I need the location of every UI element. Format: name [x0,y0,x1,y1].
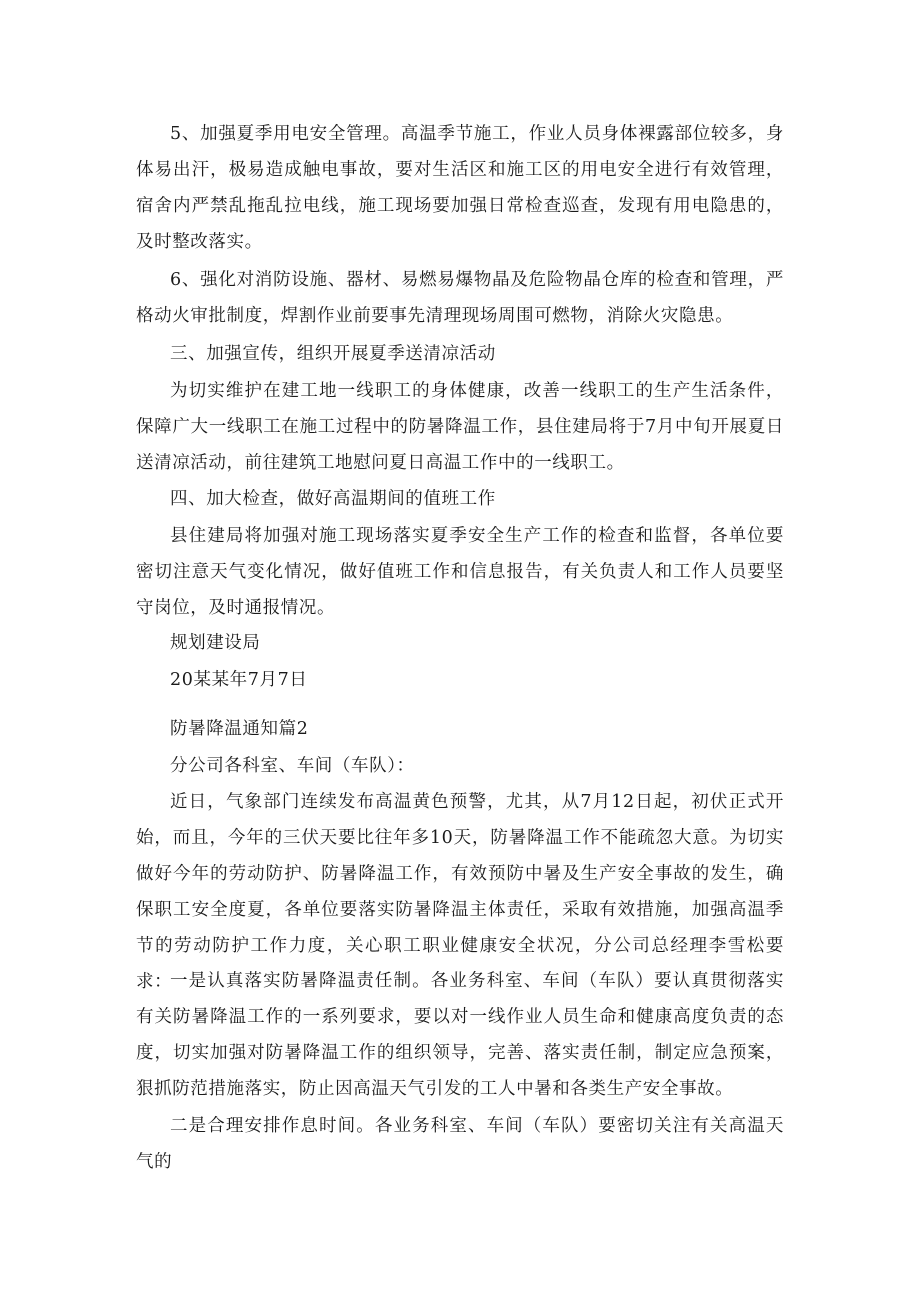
section-heading-publicity: 三、加强宣传，组织开展夏季送清凉活动 [170,344,496,364]
paragraph-fire-safety: 6、强化对消防设施、器材、易燃易爆物晶及危险物晶仓库的检查和管理，严格动火审批制度，焊割作业前要事先清理现场周围可燃物，消除火灾隐患。 [136,270,784,326]
paragraph-duty-work: 县住建局将加强对施工现场落实夏季安全生产工作的检查和监督，各单位要密切注意天气变化情况，做好值班工作和信息报告，有关负责人和工作人员要坚守岗位，及时通报情况。 [136,526,784,618]
paragraph-work-schedule: 二是合理安排作息时间。各业务科室、车间（车队）要密切关注有关高温天气的 [136,1116,784,1172]
section-title: 防暑降温通知篇2 [170,719,309,739]
salutation: 分公司各科室、车间（车队）： [170,756,415,776]
paragraph-heat-warning: 近日，气象部门连续发布高温黄色预警，尤其，从7月12日起，初伏正式开始，而且，今年的三伏天要比往年多10天，防暑降温工作不能疏忽大意。为切实做好今年的劳动防护、防暑降温工作，有效预防中暑及生产安全事故的发生，确保职工安全度夏，各单位要落实防暑降温主体责任，采取有效措施，加强高温季节的劳动防护工作力度，关心职工职业健康安全状况，分公司总经理李雪松要求： [136,792,784,992]
section-heading-inspection: 四、加大检查，做好高温期间的值班工作 [170,489,496,509]
signature-date: 20某某年7月7日 [170,670,308,690]
paragraph-electric-safety: 5、加强夏季用电安全管理。高温季节施工，作业人员身体裸露部位较多，身体易出汗，极易造成触电事故，要对生活区和施工区的用电安全进行有效管理，宿舍内严禁乱拖乱拉电线，施工现场要加强日常检查巡查，发现有用电隐患的，及时整改落实。 [136,124,784,252]
paragraph-responsibility: 一是认真落实防暑降温责任制。各业务科室、车间（车队）要认真贯彻落实有关防暑降温工作的一系列要求，要以对一线作业人员生命和健康高度负责的态度，切实加强对防暑降温工作的组织领导，完善、落实责任制，制定应急预案，狠抓防范措施落实，防止因高温天气引发的工人中暑和各类生产安全事故。 [136,971,784,1099]
signature-department: 规划建设局 [170,633,261,653]
paragraph-cooling-activity: 为切实维护在建工地一线职工的身体健康，改善一线职工的生产生活条件，保障广大一线职工在施工过程中的防暑降温工作，县住建局将于7月中旬开展夏日送清凉活动，前往建筑工地慰问夏日高温工作中的一线职工。 [136,381,784,473]
